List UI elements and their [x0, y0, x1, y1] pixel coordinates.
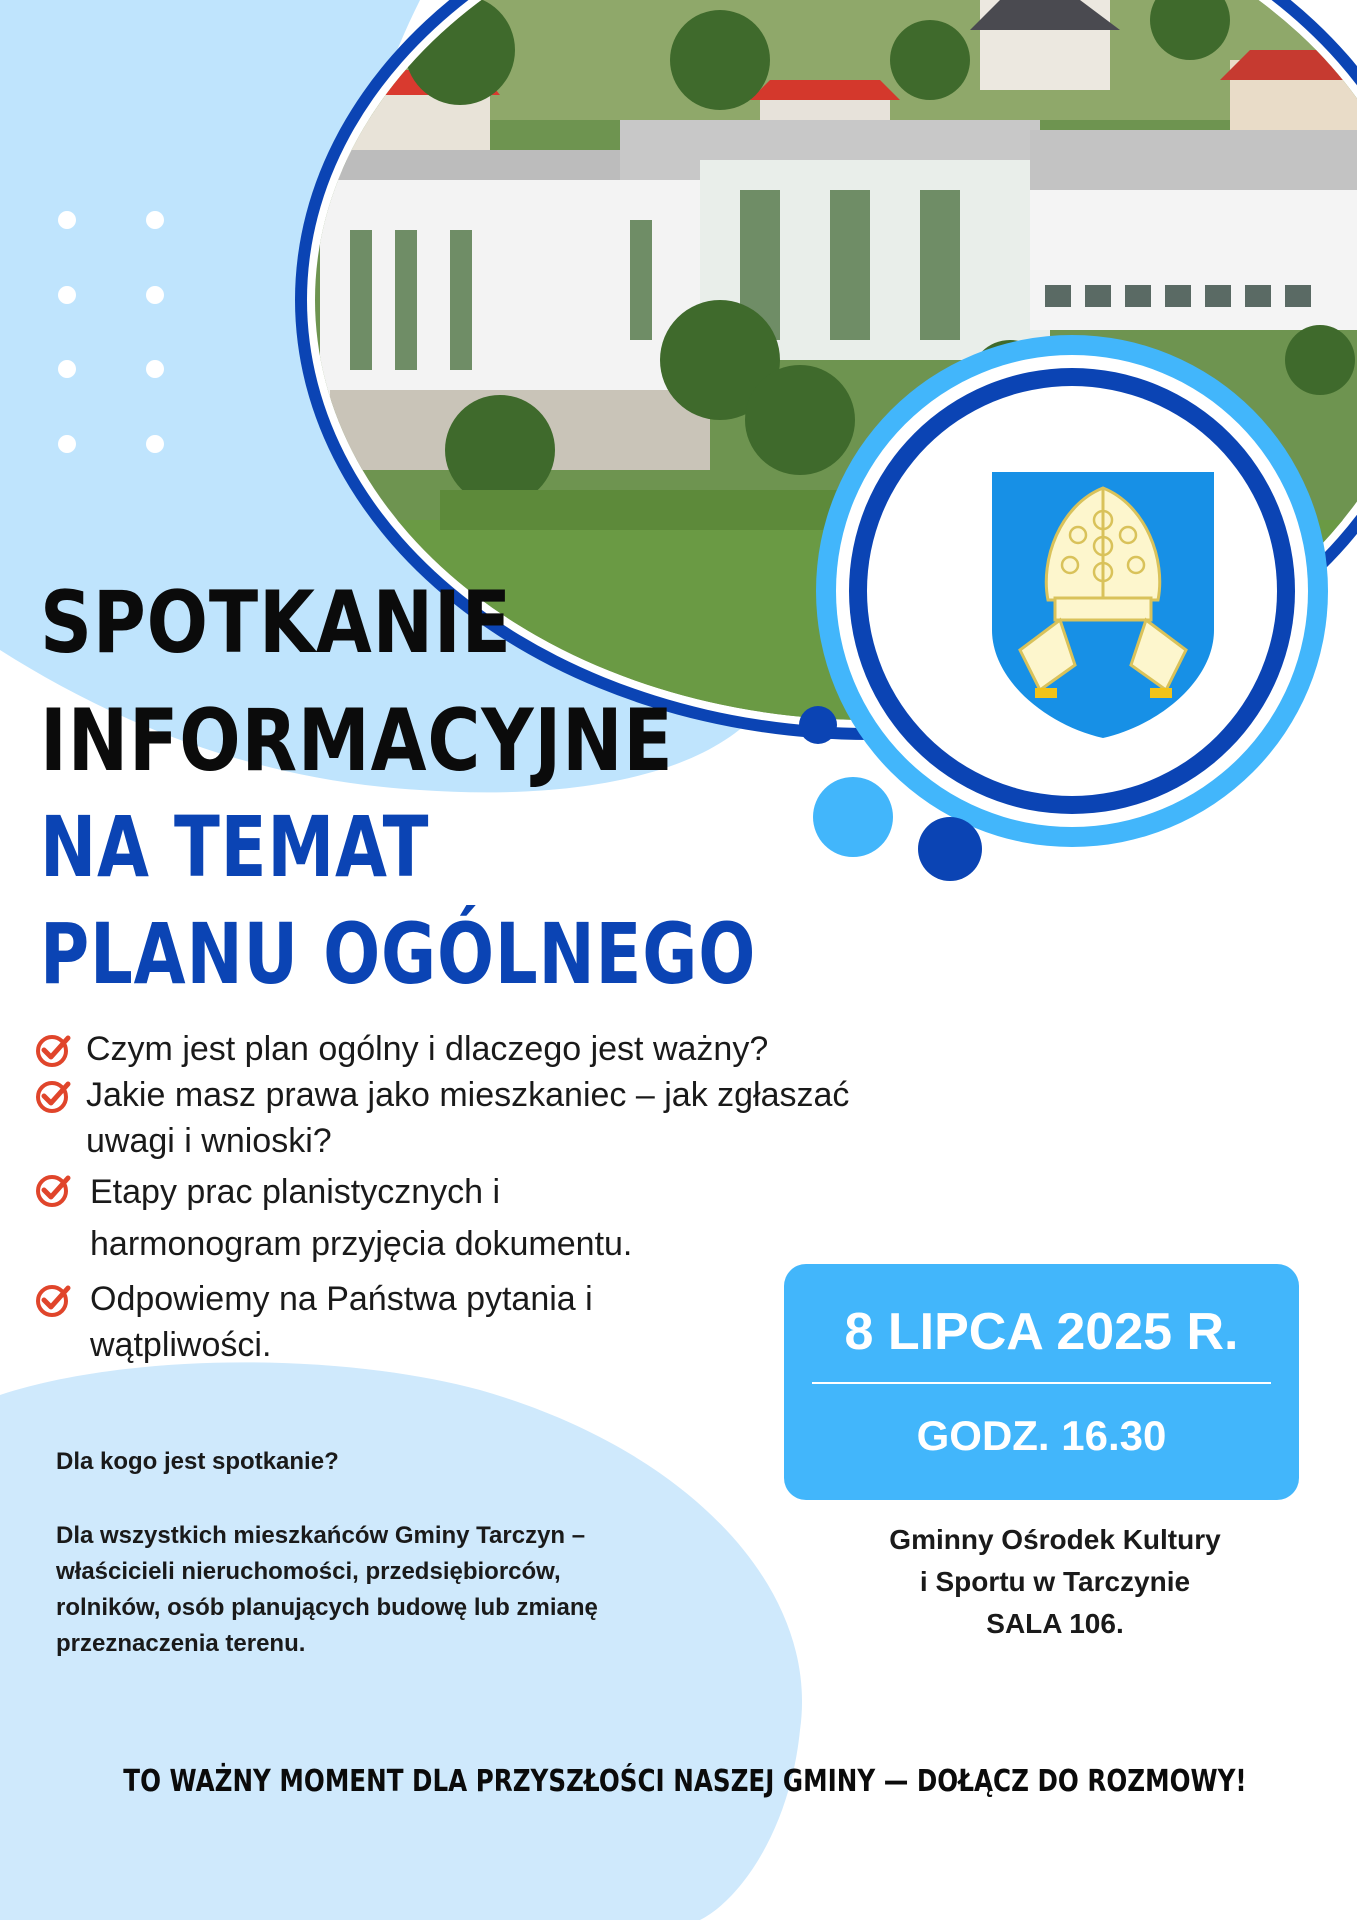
check-circle-icon [34, 1030, 74, 1070]
event-time: GODZ. 16.30 [916, 1412, 1167, 1459]
topic-item: Etapy prac planistycznych i harmonogram przyjęcia dokumentu. [90, 1173, 633, 1263]
headline-line-2: INFORMACYJNE [40, 691, 674, 791]
footer-slogan: TO WAŻNY MOMENT DLA PRZYSZŁOŚCI NASZEJ GMINY — DOŁĄCZ DO ROZMOWY! [123, 1764, 1247, 1799]
decor-dot-dark [918, 817, 982, 881]
check-circle-icon [34, 1076, 74, 1116]
topic-item: Czym jest plan ogólny i dlaczego jest ważny? [86, 1030, 769, 1068]
headline-line-3: NA TEMAT [40, 798, 430, 896]
decor-dot-small [799, 706, 837, 744]
check-circle-icon [34, 1280, 74, 1320]
date-divider [812, 1382, 1271, 1384]
check-circle-icon [34, 1170, 74, 1210]
audience-question: Dla kogo jest spotkanie? [56, 1448, 339, 1475]
event-venue: Gminny Ośrodek Kultury i Sportu w Tarczynie SALA 106. [889, 1524, 1221, 1639]
topic-item: Jakie masz prawa jako mieszkaniec – jak zgłaszać uwagi i wnioski? [86, 1076, 850, 1160]
decor-dot-medium [813, 777, 893, 857]
topic-item: Odpowiemy na Państwa pytania i wątpliwości. [90, 1280, 593, 1364]
headline-line-1: SPOTKANIE [40, 573, 512, 673]
audience-description: Dla wszystkich mieszkańców Gminy Tarczyn – właścicieli nieruchomości, przedsiębiorców, rolników, osób planujących budowę lub zmianę przeznaczenia terenu. [56, 1522, 598, 1657]
event-date: 8 LIPCA 2025 R. [844, 1303, 1239, 1361]
event-date-box [784, 1264, 1299, 1500]
headline-line-4: PLANU OGÓLNEGO [40, 905, 757, 1003]
